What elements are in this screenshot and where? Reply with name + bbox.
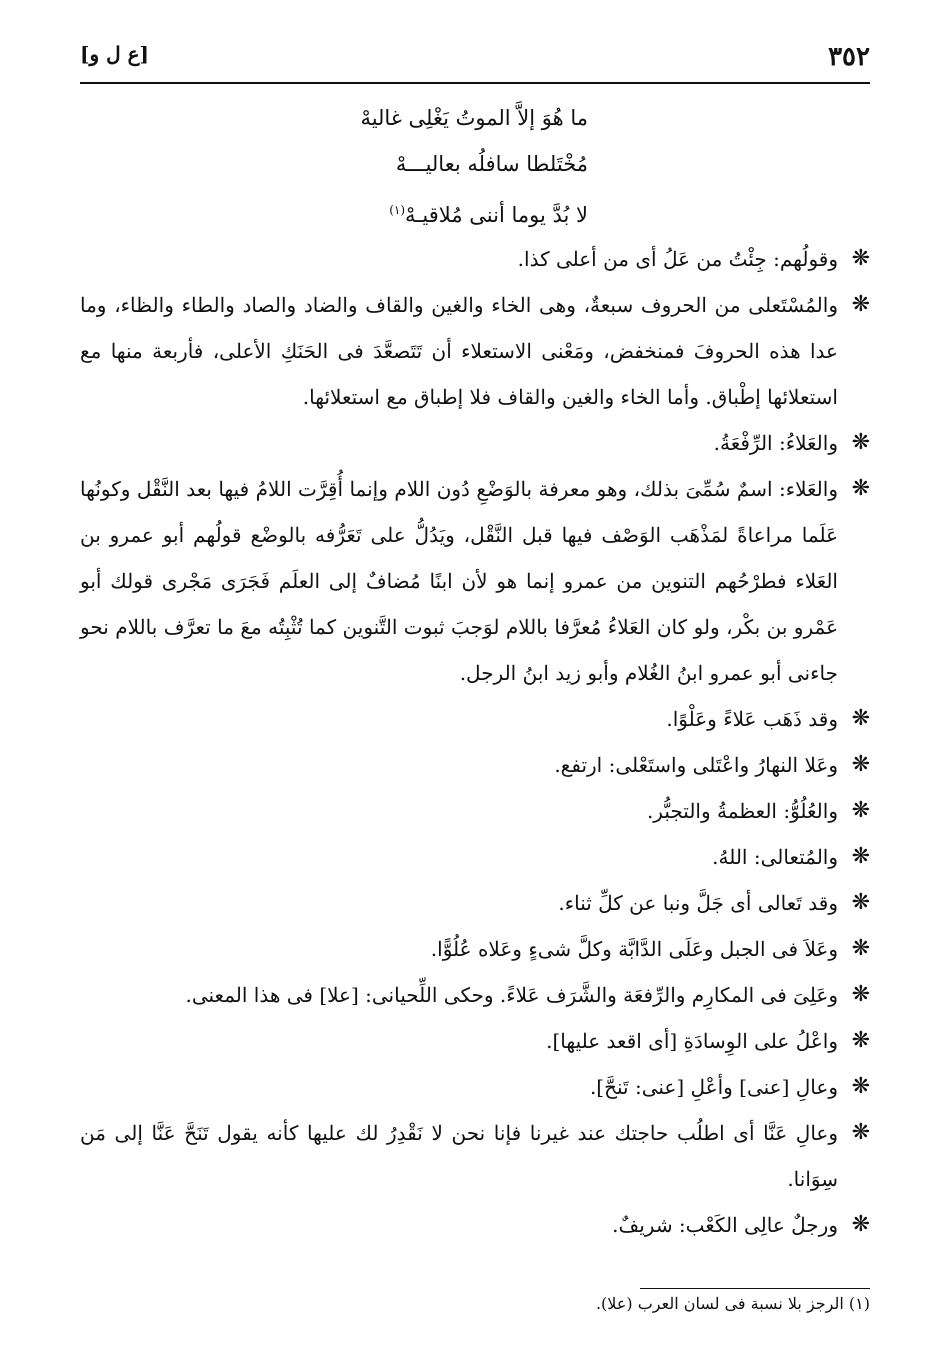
entry-text: والمُسْتَعلى من الحروف سبعةٌ، وهى الخاء والغين والقاف والضاد والصاد والطاء والظاء، وما عدا هذه الحروفَ فمنخفض، ومَعْنى الاستعلاء أن تَتَصعَّدَ فى الحَنَكِ الأعلى، فأربعة منها مع استعلائها إطْباق. وأما الخاء والغين والقاف فلا إطباق مع استعلائها. (80, 293, 838, 409)
entry-star: ❋ (851, 246, 870, 271)
entry-text: واعْلُ على الوِسادَةِ [أى اقعد عليها]. (546, 1029, 838, 1053)
entry-text: وقد ذَهَب عَلاءً وعَلْوًا. (666, 707, 838, 731)
entry-4 (80, 466, 870, 696)
entry-text: وعالِ عَنَّا أى اطلُب حاجتك عند غيرنا فإنا نحن لا نَقْدِرُ لك عليها كأنه يقول تَنَحَّ عَنَّا إلى مَن سِوَانا. (80, 1121, 838, 1191)
entry-star: ❋ (851, 1028, 870, 1053)
entry-text: والمُتعالى: اللهُ. (712, 845, 838, 869)
entry-15 (80, 1202, 870, 1248)
entry-star: ❋ (851, 430, 870, 455)
entry-5 (80, 696, 870, 742)
entry-star: ❋ (851, 798, 870, 823)
page-number: ٣٥٢ (828, 42, 870, 72)
entry-star: ❋ (851, 982, 870, 1007)
entry-1 (80, 236, 870, 282)
entry-star: ❋ (851, 292, 870, 317)
poem (328, 95, 588, 238)
entry-7 (80, 788, 870, 834)
entry-star: ❋ (851, 706, 870, 731)
poem-verse-3-text: لا بُدَّ يوما أننى مُلاقيـهْ (405, 203, 588, 227)
entry-text: والعَلاء: اسمٌ سُمِّىَ بذلك، وهو معرفة بالوَضْعِ دُون اللام وإنما أُقِرَّت اللامُ فيها بعد النَّقْل وكونُها عَلَما مراعاةً لمَذْهَب الوَصْف فيها قبل النَّقْل، ويَدُلُّ على تَعَرُّفه بالوضْع قولُهم أبو عمرو بن العَلاء فطرْحُهم التنوين من عمرو إنما هو لأن ابنًا مُضافٌ إلى العلَم فَجَرَى مَجْرى قولك أبو عَمْرو بن بكْر، ولو كان العَلاءُ مُعرَّفا باللام لوَجبَ ثبوت التَّنوين كما تُثْبِتُه معَ ما تعرَّف باللام نحو جاءنى أبو عمرو ابنُ الغُلام وأبو زيد ابنُ الرجل. (80, 477, 838, 685)
entry-14 (80, 1110, 870, 1202)
header-rule (80, 82, 870, 84)
entry-star: ❋ (851, 890, 870, 915)
entry-star: ❋ (851, 752, 870, 777)
entry-star: ❋ (851, 936, 870, 961)
entry-star: ❋ (851, 1212, 870, 1237)
entries-body (80, 236, 870, 1248)
poem-verse-3 (328, 187, 588, 238)
entry-text: والعُلُوُّ: العظمةُ والتجبُّر. (646, 799, 838, 823)
entry-text: وعَلاَ فى الجبل وعَلَى الدَّابَّة وكلَّ شىءٍ وعَلاه عُلُوًّا. (430, 937, 838, 961)
entry-text: وقد تَعالى أى جَلَّ ونبا عن كلِّ ثناء. (558, 891, 838, 915)
page-header (80, 40, 870, 80)
footnote-ref: (١) (389, 203, 406, 217)
entry-2 (80, 282, 870, 420)
entry-6 (80, 742, 870, 788)
running-head: [ع ل و] (80, 42, 149, 66)
entry-text: وعَلِىَ فى المكارِم والرِّفعَة والشَّرَف عَلاءً. وحكى اللِّحيانى: [علا] فى هذا المعنى. (185, 983, 838, 1007)
poem-verse-1: ما هُوَ إلاَّ الموتُ يَغْلِى غاليهْ (360, 106, 588, 130)
entry-star: ❋ (851, 1120, 870, 1145)
entry-star: ❋ (851, 476, 870, 501)
entry-text: وقولُهم: جِئْتُ من عَلُ أى من أعلى كذا. (517, 247, 838, 271)
entry-text: والعَلاءُ: الرِّفْعَةُ. (713, 431, 838, 455)
entry-9 (80, 880, 870, 926)
footnote-rule (640, 1288, 870, 1289)
poem-verse-2: مُخْتَلطا سافلُه بعاليـــهْ (395, 152, 588, 176)
entry-3 (80, 420, 870, 466)
entry-text: وعَلا النهارُ واعْتَلى واستَعْلى: ارتفع. (554, 753, 838, 777)
entry-star: ❋ (851, 844, 870, 869)
entry-11 (80, 972, 870, 1018)
entry-8 (80, 834, 870, 880)
entry-13 (80, 1064, 870, 1110)
entry-12 (80, 1018, 870, 1064)
footnote: (١) الرجز بلا نسبة فى لسان العرب (علا). (595, 1294, 870, 1313)
entry-text: ورجلٌ عالِى الكَعْب: شريفٌ. (612, 1213, 838, 1237)
entry-star: ❋ (851, 1074, 870, 1099)
entry-10 (80, 926, 870, 972)
entry-text: وعالِ [عنى] وأعْلِ [عنى: تَنحَّ]. (589, 1075, 838, 1099)
